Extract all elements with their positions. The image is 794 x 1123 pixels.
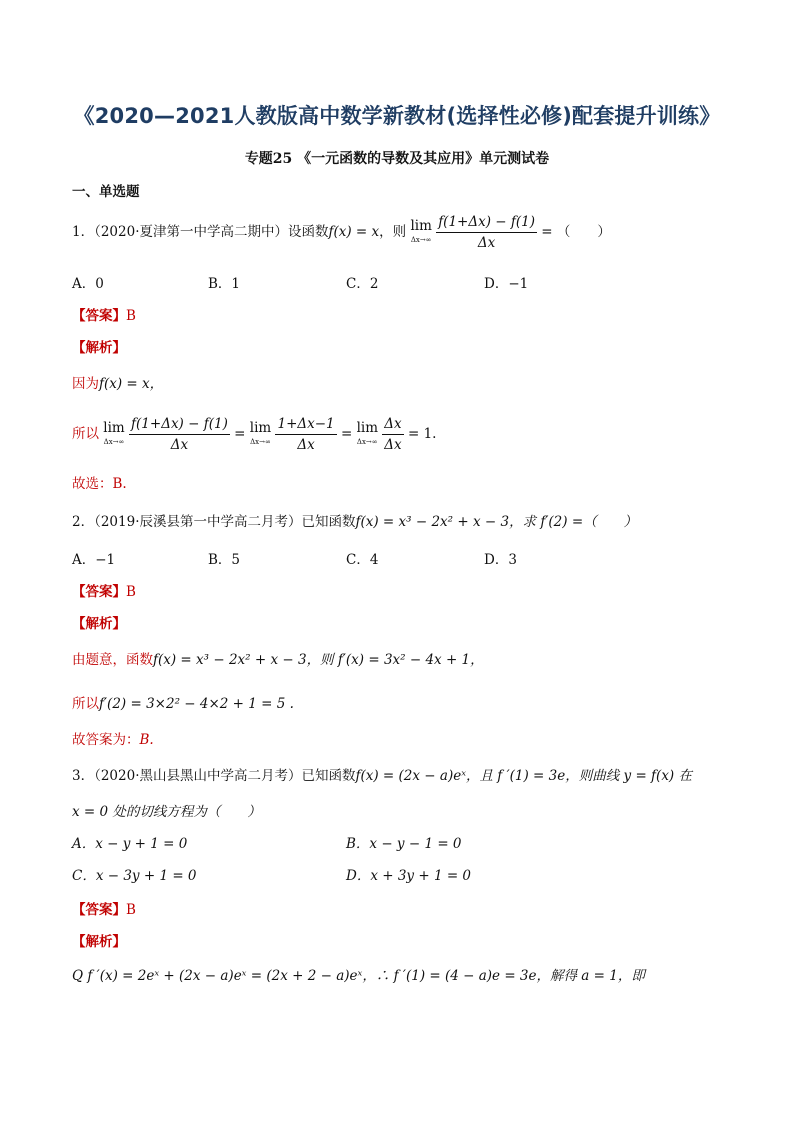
q1-option-c: C．2 <box>346 276 379 292</box>
q2-conclusion: 故答案为：B. <box>72 732 154 748</box>
q2-option-d: D．3 <box>484 552 517 568</box>
q1-analysis-label: 【解析】 <box>72 340 126 356</box>
question-1 <box>72 212 611 253</box>
q1-function: f(x) = x <box>328 224 380 240</box>
q3-analysis-line1: Q f ′(x) = 2eˣ + (2x − a)eˣ = (2x + 2 − a)eˣ，∴ f ′(1) = (4 − a)e = 3e，解得 a = 1，即 <box>72 968 645 984</box>
q2-option-b: B．5 <box>208 552 241 568</box>
q3-option-b: B．x − y − 1 = 0 <box>346 836 462 852</box>
q3-option-a: A．x − y + 1 = 0 <box>72 836 188 852</box>
q1-answer: 【答案】B <box>72 308 136 324</box>
page-title: 《2020—2021人教版高中数学新教材(选择性必修)配套提升训练》 <box>73 104 721 128</box>
q1-fraction: $\frac{f(1+\Delta x) - f(1)}{\Delta x}$ <box>438 214 535 251</box>
page-subtitle: 专题25 《一元函数的导数及其应用》单元测试卷 <box>244 151 550 167</box>
q1-option-d: D．−1 <box>484 276 529 292</box>
q1-mid: ，则 <box>379 224 407 240</box>
q2-analysis-line1: 由题意，函数f(x) = x³ − 2x² + x − 3，则 f′(x) = 3x² − 4x + 1， <box>72 652 484 668</box>
q2-answer: 【答案】B <box>72 584 136 600</box>
q2-option-a: A．−1 <box>72 552 116 568</box>
question-3-line2: x = 0 处的切线方程为（ ） <box>72 804 261 820</box>
q2-option-c: C．4 <box>346 552 379 568</box>
q1-option-a: A．0 <box>72 276 104 292</box>
q3-option-c: C．x − 3y + 1 = 0 <box>72 868 197 884</box>
q1-option-b: B．1 <box>208 276 241 292</box>
q2-analysis-line2: 所以f′(2) = 3×2² − 4×2 + 1 = 5 . <box>72 696 294 712</box>
question-2: 2．（2019·辰溪县第一中学高二月考）已知函数f(x) = x³ − 2x² + x − 3，求 f′(2) =（ ） <box>72 514 638 530</box>
q1-suffix: = （ ） <box>541 224 611 240</box>
q1-analysis-line1: 因为f(x) = x， <box>72 376 164 392</box>
q2-analysis-label: 【解析】 <box>72 616 126 632</box>
q3-analysis-label: 【解析】 <box>72 934 126 950</box>
section-heading: 一、单选题 <box>72 184 140 200</box>
q1-prefix: 1．（2020·夏津第一中学高二期中）设函数 <box>72 224 329 240</box>
q3-option-d: D．x + 3y + 1 = 0 <box>346 868 472 884</box>
q1-conclusion: 故选：B. <box>72 476 127 492</box>
question-3: 3．（2020·黑山县黑山中学高二月考）已知函数f(x) = (2x − a)eˣ，且 f ′(1) = 3e，则曲线 y = f(x) 在 <box>72 768 692 784</box>
q1-analysis-line2: 所以 lim Δx→∞ $\frac{f(1+\Delta x) - f(1)}{\Delta x}$ = lim Δx→∞ $\frac{1+\Delta x-1}{\Delta x}$ = lim Δx→∞ $\frac{\Delta x}{\Delta x}$ = 1. <box>72 416 437 453</box>
q1-limit: lim Δx→∞ <box>410 217 432 244</box>
q3-answer: 【答案】B <box>72 902 136 918</box>
